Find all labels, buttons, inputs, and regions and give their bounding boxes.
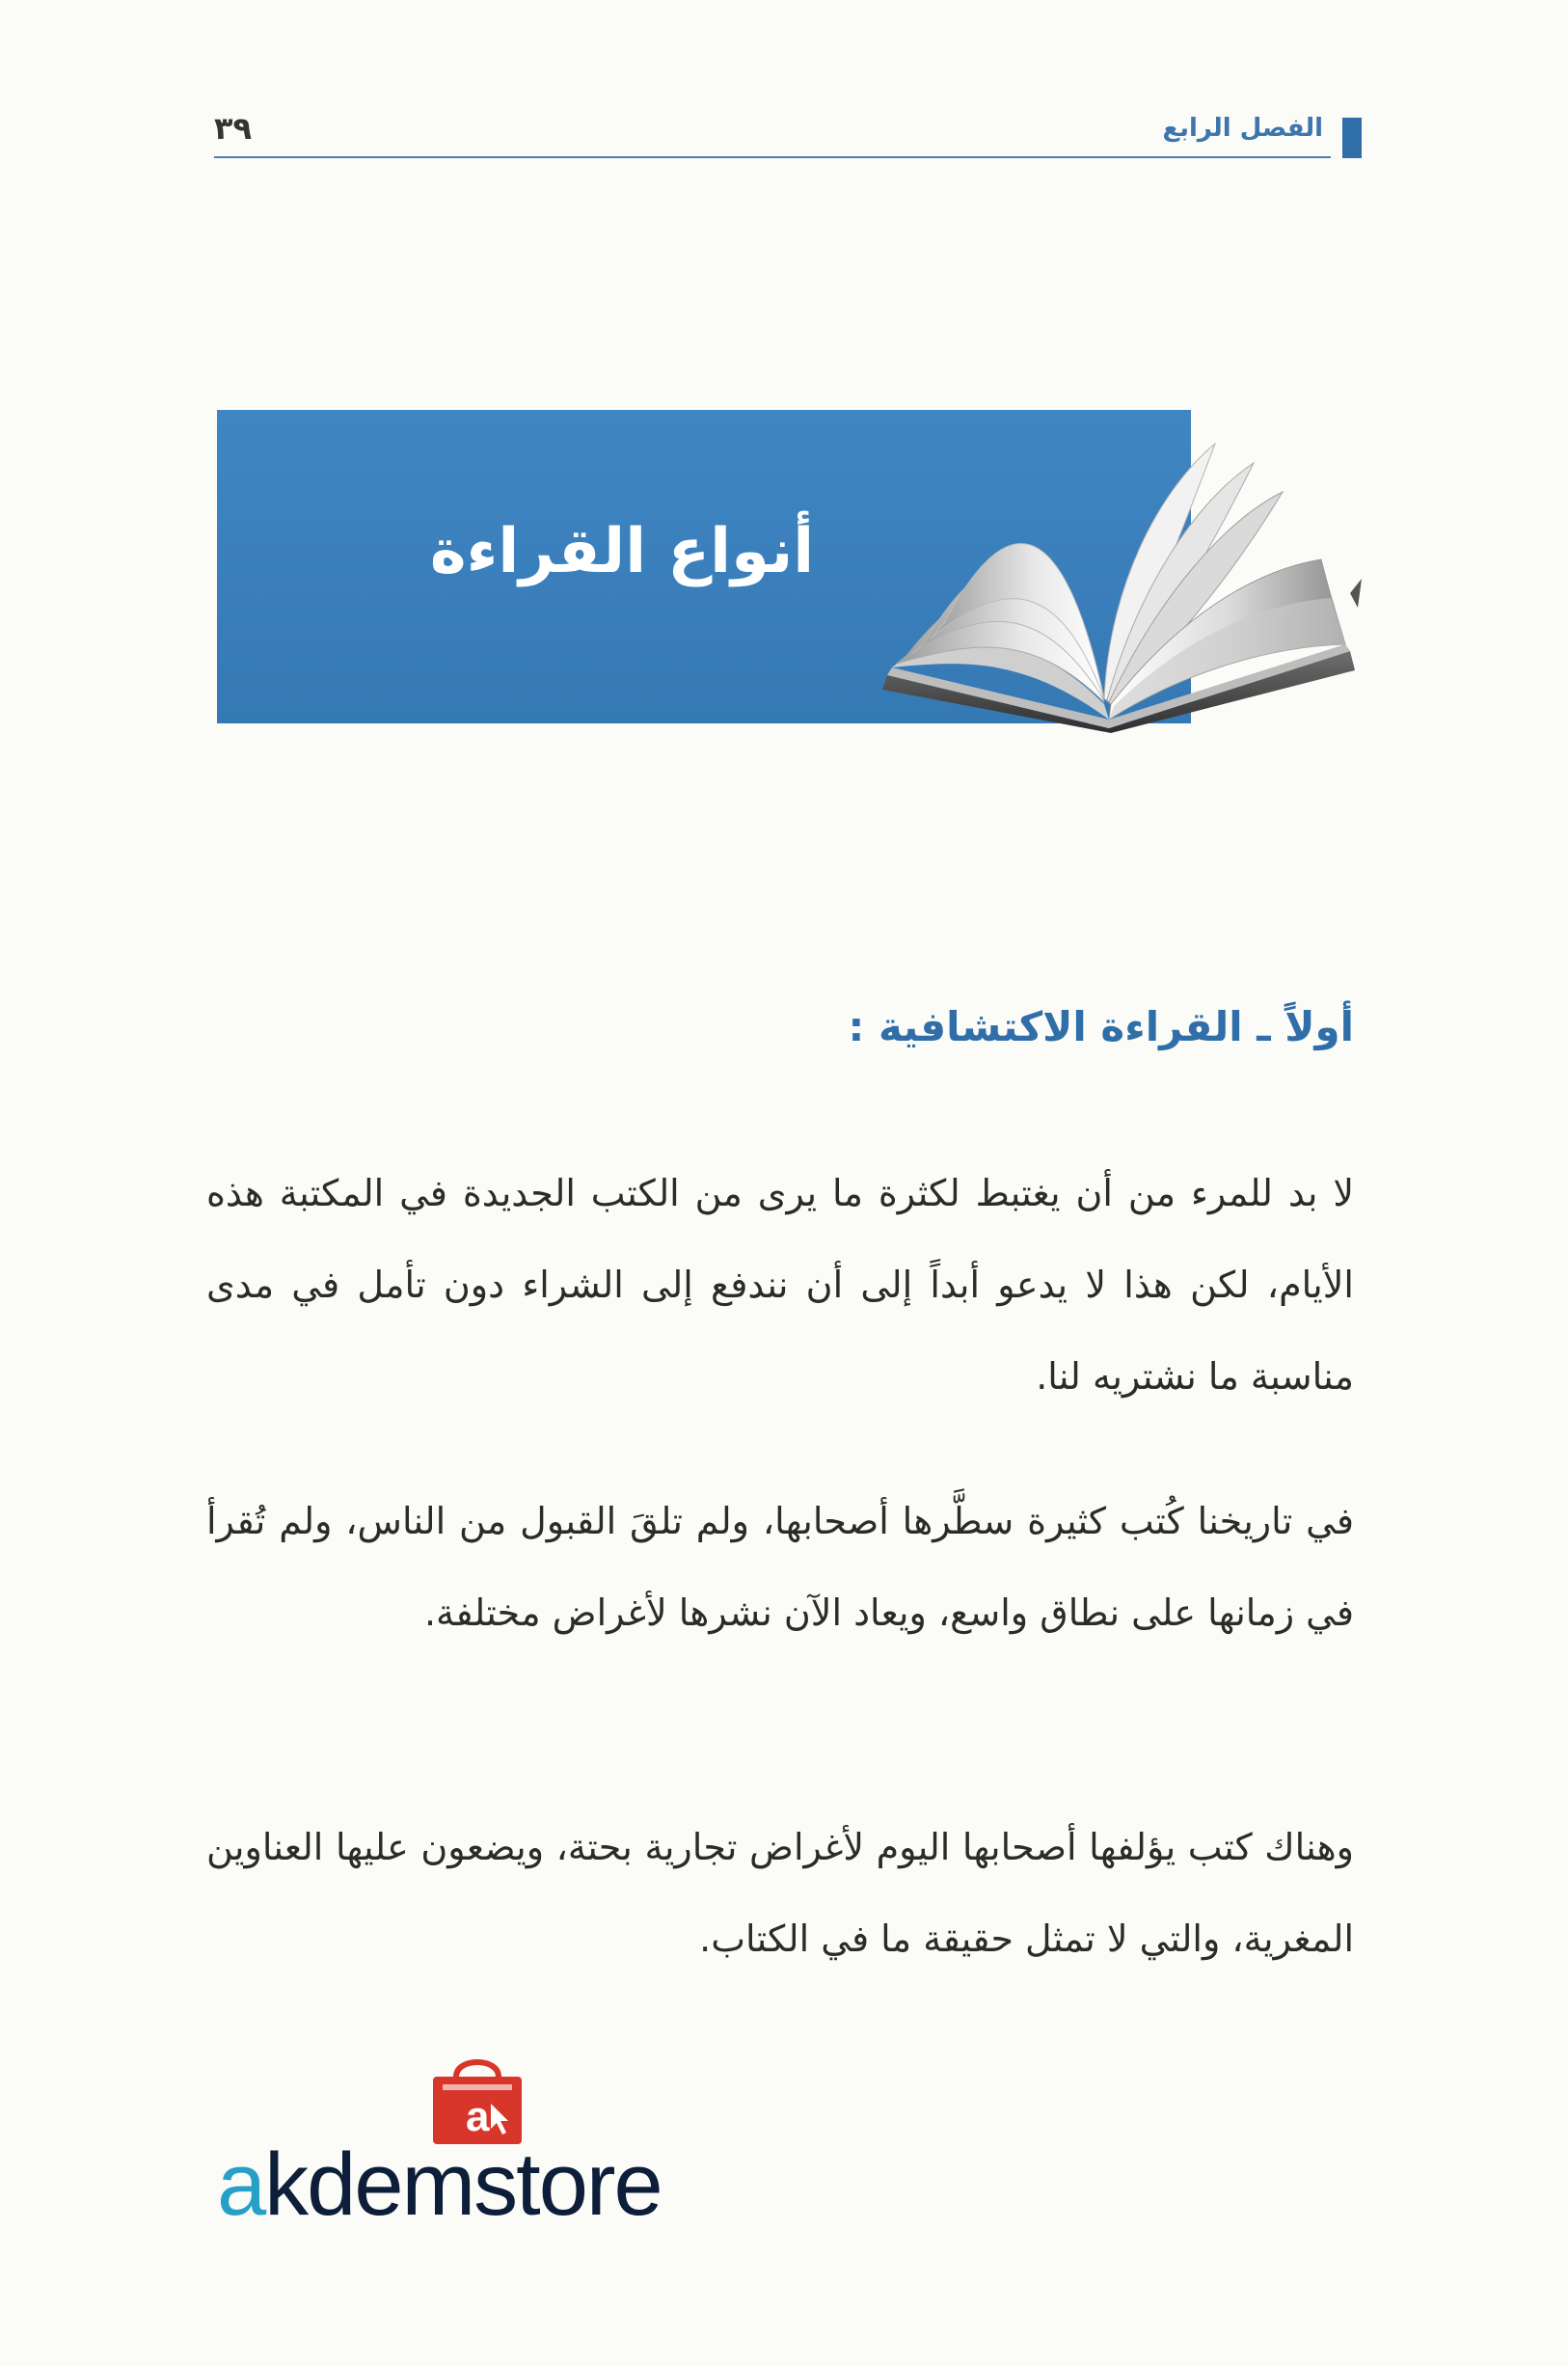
banner-title: أنواع القراءة (429, 516, 815, 587)
page-header (214, 110, 1362, 158)
brand-name-a: a (217, 2135, 265, 2234)
paragraph-1: لا بد للمرء من أن يغتبط لكثرة ما يرى من الكتب الجديدة في المكتبة هذه الأيام، لكن هذا لا يدعو أبداً إلى أن نندفع إلى الشراء دون تأمل في مدى مناسبة ما نشتريه لنا. (206, 1172, 1354, 1398)
store-logo (217, 2050, 718, 2243)
header-marker (1342, 118, 1362, 158)
brand-name (217, 2136, 662, 2233)
paragraph-2: في تاريخنا كُتب كثيرة سطَّرها أصحابها، ولم تلقَ القبول من الناس، ولم تُقرأ في زمانها على نطاق واسع، ويعاد الآن نشرها لأغراض مختلفة. (206, 1500, 1354, 1634)
paragraph-3: وهناك كتب يؤلفها أصحابها اليوم لأغراض تجارية بحتة، ويضعون عليها العناوين المغرية، والتي لا تمثل حقيقة ما في الكتاب. (206, 1826, 1354, 1960)
page-number: ٣٩ (214, 110, 253, 147)
chapter-label: الفصل الرابع (1162, 114, 1323, 143)
brand-name-rest: kdemstore (264, 2135, 662, 2234)
shopping-bag-icon (419, 2050, 535, 2146)
logo-letter: a (466, 2093, 490, 2140)
open-book-icon (868, 415, 1369, 733)
header-rule (214, 156, 1331, 158)
section-heading: أولاً ـ القراءة الاكتشافية : (848, 1003, 1354, 1050)
